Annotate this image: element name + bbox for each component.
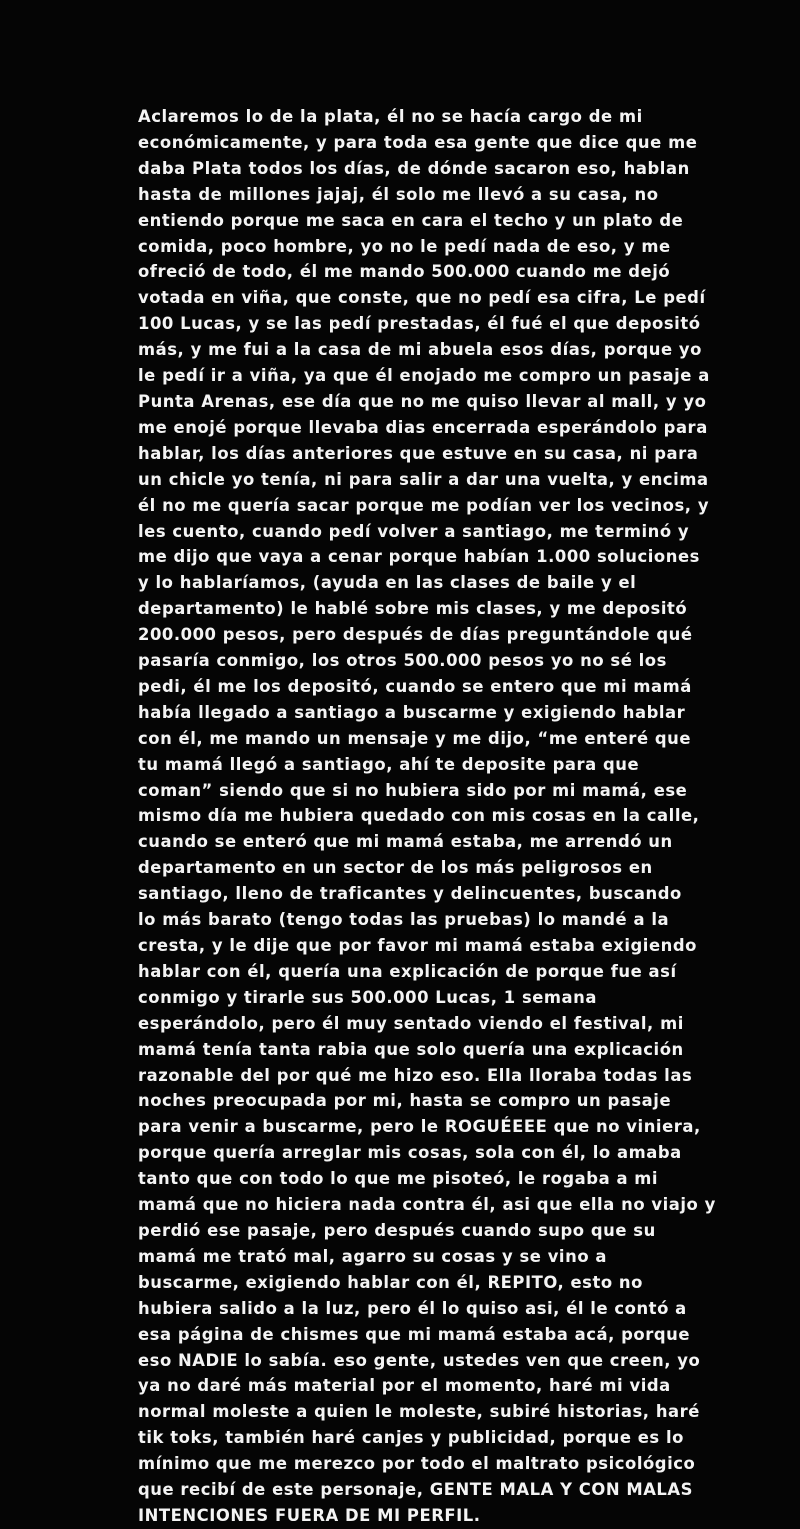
story-text-line: esa página de chismes que mi mamá estaba acá, porque	[138, 1324, 691, 1344]
story-text-line: pasaría conmigo, los otros 500.000 pesos yo no sé los	[138, 651, 667, 671]
story-text-line: buscarme, exigiendo hablar con él, REPITO, esto no	[138, 1272, 643, 1292]
story-text-line: eso NADIE lo sabía. eso gente, ustedes ven que creen, yo	[138, 1350, 701, 1370]
story-text-line: mamá me trató mal, agarro su cosas y se vino a	[138, 1246, 607, 1266]
story-text-line: noches preocupada por mi, hasta se compro un pasaje	[138, 1091, 672, 1111]
story-text-line: más, y me fui a la casa de mi abuela esos días, porque yo	[138, 340, 702, 360]
story-text-line: mamá tenía tanta rabia que solo quería una explicación	[138, 1039, 684, 1059]
story-text-line: ya no daré más material por el momento, haré mi vida	[138, 1376, 671, 1396]
story-text-line: hablar, los días anteriores que estuve en su casa, ni para	[138, 443, 699, 463]
story-text-line: hablar con él, quería una explicación de porque fue así	[138, 961, 677, 981]
story-text-line: un chicle yo tenía, ni para salir a dar una vuelta, y encima	[138, 469, 709, 489]
story-text-line: departamento en un sector de los más peligrosos en	[138, 858, 653, 878]
story-text-line: pedi, él me los depositó, cuando se entero que mi mamá	[138, 676, 692, 696]
story-text-line: mínimo que me merezco por todo el maltrato psicológico	[138, 1454, 696, 1474]
story-text-line: lo más barato (tengo todas las pruebas) lo mandé a la	[138, 910, 670, 930]
story-text-line: conmigo y tirarle sus 500.000 Lucas, 1 semana	[138, 987, 597, 1007]
story-text-line: mamá que no hiciera nada contra él, asi que ella no viajo y	[138, 1195, 716, 1215]
story-text-line: Aclaremos lo de la plata, él no se hacía cargo de mi	[138, 107, 643, 126]
story-text-line: normal moleste a quien le moleste, subiré historias, haré	[138, 1402, 700, 1422]
story-text-line: coman” siendo que si no hubiera sido por mi mamá, ese	[138, 780, 688, 800]
story-text-line: perdió ese pasaje, pero después cuando supo que su	[138, 1220, 656, 1240]
story-text-line: INTENCIONES FUERA DE MI PERFIL.	[138, 1505, 481, 1525]
story-text-block	[138, 104, 716, 1529]
story-text-line: santiago, lleno de traficantes y delincuentes, buscando	[138, 884, 682, 904]
story-text-line: mismo día me hubiera quedado con mis cosas en la calle,	[138, 806, 700, 826]
story-text-line: y lo hablaríamos, (ayuda en las clases de baile y el	[138, 573, 637, 593]
story-text-line: que recibí de este personaje, GENTE MALA Y CON MALAS	[138, 1480, 694, 1500]
story-text-line: económicamente, y para toda esa gente que dice que me	[138, 132, 698, 152]
story-text-line: 200.000 pesos, pero después de días preguntándole qué	[138, 625, 693, 645]
story-text-line: había llegado a santiago a buscarme y exigiendo hablar	[138, 702, 686, 722]
story-text-line: él no me quería sacar porque me podían ver los vecinos, y	[138, 495, 710, 515]
story-text-line: les cuento, cuando pedí volver a santiago, me terminó y	[138, 521, 690, 541]
story-text-line: daba Plata todos los días, de dónde sacaron eso, hablan	[138, 158, 690, 178]
story-text-line: entiendo porque me saca en cara el techo y un plato de	[138, 210, 684, 230]
story-text-line: departamento) le hablé sobre mis clases, y me depositó	[138, 599, 688, 619]
story-text-line: porque quería arreglar mis cosas, sola con él, lo amaba	[138, 1143, 682, 1163]
story-text-line: comida, poco hombre, yo no le pedí nada de eso, y me	[138, 236, 671, 256]
story-text-line: para venir a buscarme, pero le ROGUÉEEE que no viniera,	[138, 1117, 701, 1137]
story-text-line: razonable del por qué me hizo eso. Ella lloraba todas las	[138, 1065, 693, 1085]
story-text-line: cresta, y le dije que por favor mi mamá estaba exigiendo	[138, 936, 697, 955]
story-text-line: ofreció de todo, él me mando 500.000 cuando me dejó	[138, 262, 671, 282]
story-text-line: tik toks, también haré canjes y publicidad, porque es lo	[138, 1428, 684, 1448]
story-text-line: le pedí ir a viña, ya que él enojado me compro un pasaje a	[138, 366, 710, 386]
story-text-line: tu mamá llegó a santiago, ahí te deposite para que	[138, 754, 640, 774]
story-text-line: tanto que con todo lo que me pisoteó, le rogaba a mi	[138, 1169, 659, 1189]
story-text-line: hubiera salido a la luz, pero él lo quiso asi, él le contó a	[138, 1298, 687, 1318]
story-text-line: Punta Arenas, ese día que no me quiso llevar al mall, y yo	[138, 391, 707, 411]
story-text-line: hasta de millones jajaj, él solo me llevó a su casa, no	[138, 184, 659, 204]
story-text-line: 100 Lucas, y se las pedí prestadas, él fué el que depositó	[138, 314, 701, 334]
story-text-line: esperándolo, pero él muy sentado viendo el festival, mi	[138, 1013, 684, 1033]
story-text-line: votada en viña, que conste, que no pedí esa cifra, Le pedí	[138, 288, 706, 308]
story-text-line: con él, me mando un mensaje y me dijo, “me enteré que	[138, 728, 692, 748]
story-text-line: me enojé porque llevaba dias encerrada esperándolo para	[138, 417, 708, 437]
story-text-line: me dijo que vaya a cenar porque habían 1.000 soluciones	[138, 547, 700, 567]
story-text-line: cuando se enteró que mi mamá estaba, me arrendó un	[138, 832, 673, 852]
